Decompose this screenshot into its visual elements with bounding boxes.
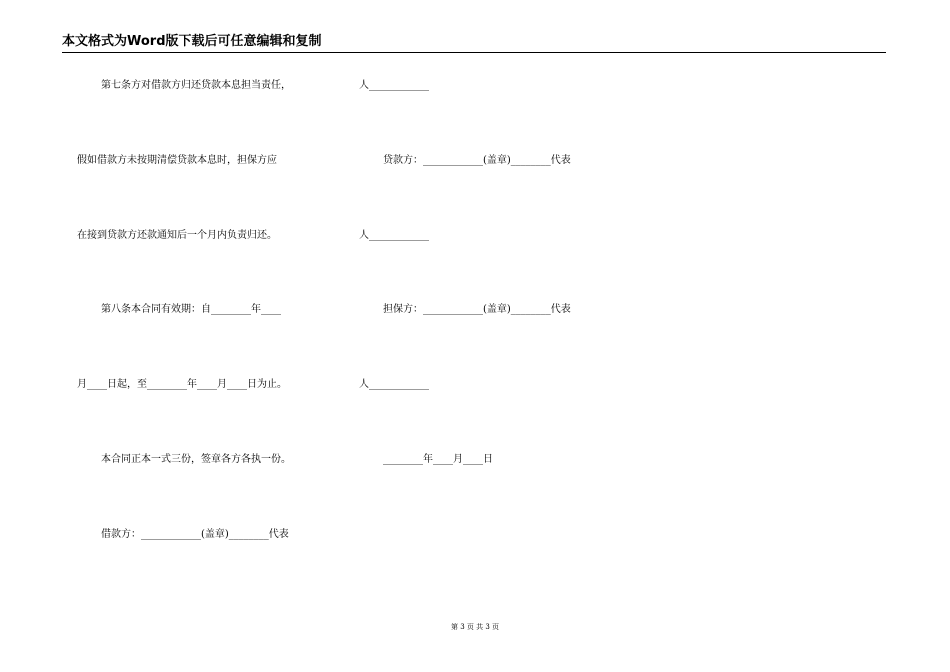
left-line-2: 假如借款方未按期清偿贷款本息时，担保方应 [77, 155, 277, 166]
left-line-7: 借款方：____________(盖章)________代表 [101, 529, 289, 540]
left-line-1: 第七条方对借款方归还贷款本息担当责任， [101, 80, 291, 91]
left-line-6: 本合同正本一式三份，签章各方各执一份。 [101, 454, 291, 465]
right-line-2: 贷款方：____________(盖章)________代表 [383, 155, 571, 166]
left-line-5: 月____日起，至________年____月____日为止。 [77, 379, 287, 390]
right-line-6: ________年____月____日 [383, 454, 493, 465]
left-line-3: 在接到贷款方还款通知后一个月内负责归还。 [77, 230, 277, 241]
right-line-3: 人____________ [359, 230, 429, 241]
right-line-5: 人____________ [359, 379, 429, 390]
page-footer: 第 3 页 共 3 页 [450, 623, 500, 631]
header-title: 本文格式为Word版下载后可任意编辑和复制 [62, 34, 322, 49]
right-line-4: 担保方：____________(盖章)________代表 [383, 304, 571, 315]
page-header [62, 34, 886, 53]
left-line-4: 第八条本合同有效期：自________年____ [101, 304, 281, 315]
right-line-1: 人____________ [359, 80, 429, 91]
